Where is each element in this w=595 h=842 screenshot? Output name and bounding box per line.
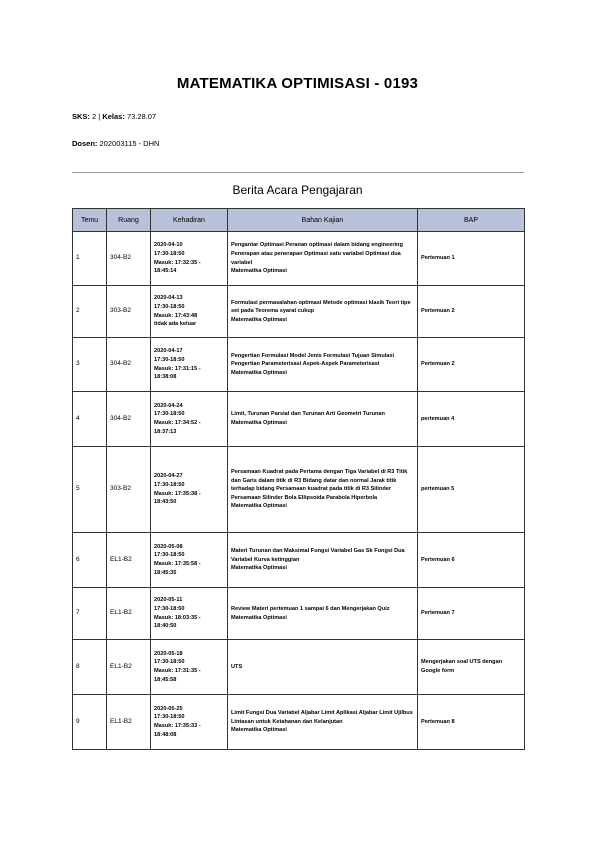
sks-value: 2	[92, 112, 97, 121]
table-row	[73, 533, 525, 588]
header-kehadiran: Kehadiran	[151, 209, 228, 232]
cell-bahan-kajian: Limit, Turunan Parsial dan Turunan Arti Geometri Turunan Matematika Optimasi	[228, 392, 418, 447]
header-bap: BAP	[418, 209, 525, 232]
table-row	[73, 286, 525, 338]
table-row	[73, 640, 525, 695]
cell-temu: 4	[73, 392, 107, 447]
lecturer-info	[72, 139, 159, 148]
cell-kehadiran: 2020-05-08 17:30-18:50 Masuk: 17:35:58 - 18:45:35	[151, 533, 228, 588]
cell-bap: pertemuan 5	[418, 447, 525, 533]
cell-bap: pertemuan 4	[418, 392, 525, 447]
cell-temu: 2	[73, 286, 107, 338]
cell-ruang: EL1-B2	[107, 533, 151, 588]
cell-kehadiran: 2020-05-25 17:30-18:50 Masuk: 17:35:33 - 18:48:08	[151, 695, 228, 750]
cell-ruang: EL1-B2	[107, 588, 151, 640]
cell-bap: Pertemuan 8	[418, 695, 525, 750]
table-row	[73, 338, 525, 392]
table-header-row	[73, 209, 525, 232]
cell-bap: Pertemuan 2	[418, 286, 525, 338]
kelas-value: 73.28.07	[126, 112, 157, 121]
cell-kehadiran: 2020-04-27 17:30-18:50 Masuk: 17:35:38 - 18:43:50	[151, 447, 228, 533]
table-row	[73, 392, 525, 447]
cell-temu: 8	[73, 640, 107, 695]
cell-bahan-kajian: Pengantar Optimasi Peranan optimasi dalam bidang engineering Penerapan atau penerapan Optimasi satu variabel Optimasi dua variabel Matematika Optimasi	[228, 232, 418, 286]
cell-bap: Pertemuan 1	[418, 232, 525, 286]
cell-ruang: 304-B2	[107, 232, 151, 286]
divider	[72, 172, 524, 173]
table-row	[73, 588, 525, 640]
table-row	[73, 695, 525, 750]
table-row	[73, 447, 525, 533]
cell-bahan-kajian: Materi Turunan dan Maksimal Fungsi Variabel Gas Sk Fungsi Dua Variabel Kurva ketinggian Matematika Optimasi	[228, 533, 418, 588]
cell-temu: 6	[73, 533, 107, 588]
cell-bahan-kajian: Persamaan Kuadrat pada Pertama dengan Tiga Variabel di R3 Titik dan Garis dalam titik di R3 Bidang datar dan normal Jarak titik terhadap bidang Persamaan kuadrat pada titik di R3 Silinder Persamaan Silinder Bola Ellipsoida Parabola Hiperbola Matematika Optimasi	[228, 447, 418, 533]
cell-bahan-kajian: Pengertian Formulasi Model Jenis Formulasi Tujuan Simulasi Pengertian Parameterisasi Aspek-Aspek Parameterisasi Matematika Optimasi	[228, 338, 418, 392]
cell-bap: Pertemuan 6	[418, 533, 525, 588]
cell-bap: Pertemuan 7	[418, 588, 525, 640]
cell-bahan-kajian: Review Materi pertemuan 1 sampai 6 dan Mengerjakan Quiz Matematika Optimasi	[228, 588, 418, 640]
cell-kehadiran: 2020-04-10 17:30-18:50 Masuk: 17:32:35 - 18:45:14	[151, 232, 228, 286]
cell-kehadiran: 2020-04-13 17:30-18:50 Masuk: 17:43:48 tidak ada keluar	[151, 286, 228, 338]
header-bahan-kajian: Bahan Kajian	[228, 209, 418, 232]
cell-kehadiran: 2020-05-11 17:30-18:50 Masuk: 18:03:35 - 18:40:50	[151, 588, 228, 640]
cell-ruang: 303-B2	[107, 286, 151, 338]
page-title: MATEMATIKA OPTIMISASI - 0193	[176, 75, 419, 92]
cell-temu: 7	[73, 588, 107, 640]
cell-temu: 3	[73, 338, 107, 392]
kelas-label: Kelas:	[102, 112, 125, 121]
cell-ruang: 303-B2	[107, 447, 151, 533]
section-title: Berita Acara Pengajaran	[232, 183, 363, 197]
cell-ruang: EL1-B2	[107, 640, 151, 695]
sks-label: SKS:	[72, 112, 90, 121]
dosen-label: Dosen:	[72, 139, 98, 148]
header-ruang: Ruang	[107, 209, 151, 232]
cell-kehadiran: 2020-04-24 17:30-18:50 Masuk: 17:34:52 - 18:37:13	[151, 392, 228, 447]
cell-ruang: 304-B2	[107, 338, 151, 392]
cell-bahan-kajian: Formulasi permasalahan optimasi Metode optimasi klasik Teori tipe set pada Teorema syarat cukup Matematika Optimasi	[228, 286, 418, 338]
cell-bap: Pertemuan 2	[418, 338, 525, 392]
cell-temu: 1	[73, 232, 107, 286]
cell-bahan-kajian: Limit Fungsi Dua Variabel Aljabar Limit Aplikasi Aljabar Limit Ujilbus Lintasan untuk Ketahanan dan Kelanjutan Matematika Optimasi	[228, 695, 418, 750]
cell-temu: 9	[73, 695, 107, 750]
cell-temu: 5	[73, 447, 107, 533]
cell-ruang: 304-B2	[107, 392, 151, 447]
cell-kehadiran: 2020-05-18 17:30-18:50 Masuk: 17:31:35 - 18:45:58	[151, 640, 228, 695]
cell-ruang: EL1-B2	[107, 695, 151, 750]
teaching-report-table	[72, 208, 525, 750]
dosen-value: 202003115 - DHN	[99, 139, 160, 148]
table-row	[73, 232, 525, 286]
cell-bahan-kajian: UTS	[228, 640, 418, 695]
course-info	[72, 112, 156, 121]
header-temu: Temu	[73, 209, 107, 232]
cell-bap: Mengerjakan soal UTS dengan Google form	[418, 640, 525, 695]
cell-kehadiran: 2020-04-17 17:30-18:50 Masuk: 17:31:15 - 18:38:08	[151, 338, 228, 392]
separator: |	[98, 112, 101, 121]
